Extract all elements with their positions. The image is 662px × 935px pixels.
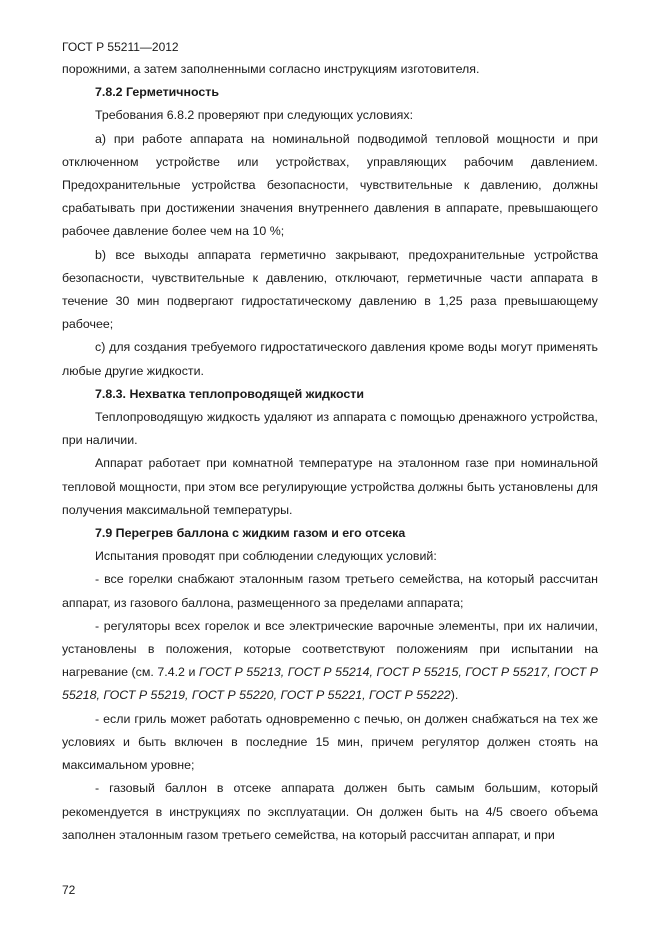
paragraph: Требования 6.8.2 проверяют при следующих условиях: — [95, 108, 414, 123]
standard-references: ГОСТ Р 55213, ГОСТ Р 55214, ГОСТ Р 55215, ГОСТ Р 55217, ГОСТ Р 55218, ГОСТ Р 55219, ГОСТ Р 55220, ГОСТ Р 55221, ГОСТ Р 55222 — [62, 665, 598, 703]
document-body — [62, 58, 598, 847]
paragraph: Испытания проводят при соблюдении следующих условий: — [95, 549, 437, 564]
paragraph: Теплопроводящую жидкость удаляют из аппарата с помощью дренажного устройства, при наличии. — [62, 410, 598, 448]
list-item-text: - регуляторы всех горелок и все электрические варочные элементы, при их наличии, установлены в положения, которые соответствуют положениям при испытании на нагревание (см. 7.4.2 и — [62, 618, 598, 680]
list-item-text-end: ). — [450, 688, 459, 703]
section-heading-7-8-2: 7.8.2 Герметичность — [95, 85, 219, 100]
document-header: ГОСТ Р 55211—2012 — [62, 40, 179, 54]
page-number: 72 — [62, 883, 76, 897]
list-item: - если гриль может работать одновременно с печью, он должен снабжаться на тех же условиях и быть включен в последние 15 мин, причем регулятор должен стоять на максимальном уровне; — [62, 711, 598, 773]
section-heading-7-8-3: 7.8.3. Нехватка теплопроводящей жидкости — [95, 386, 364, 401]
list-item-b: b) все выходы аппарата герметично закрывают, предохранительные устройства безопасности, чувствительные к давлению, отключают, герметичные части аппарата в течение 30 мин подвергают гидростатическому давлению в 1,25 раза превышающему рабочее; — [62, 247, 598, 332]
list-item: - все горелки снабжают эталонным газом третьего семейства, на который рассчитан аппарат, из газового баллона, размещенного за пределами аппарата; — [62, 572, 598, 610]
list-item-c: с) для создания требуемого гидростатического давления кроме воды могут применять любые другие жидкости. — [62, 340, 598, 378]
paragraph: порожними, а затем заполненными согласно инструкциям изготовителя. — [62, 62, 480, 76]
paragraph: Аппарат работает при комнатной температуре на эталонном газе при номинальной тепловой мощности, при этом все регулирующие устройства должны быть установлены для получения максимальной температуры. — [62, 456, 598, 517]
list-item — [62, 615, 598, 708]
list-item-a: а) при работе аппарата на номинальной подводимой тепловой мощности и при отключенном устройстве или устройствах, управляющих рабочим давлением. Предохранительные устройства безопасности, чувствительные к давлению, должны срабатывать при достижении значения внутреннего давления в аппарате, превышающего рабочее давление более чем на 10 %; — [62, 131, 598, 239]
section-heading-7-9: 7.9 Перегрев баллона с жидким газом и его отсека — [95, 526, 406, 541]
list-item: - газовый баллон в отсеке аппарата должен быть самым большим, который рекомендуется в инструкциях по эксплуатации. Он должен быть на 4/5 своего объема заполнен эталонным газом третьего семейства, на который рассчитан аппарат, и при — [62, 781, 598, 842]
